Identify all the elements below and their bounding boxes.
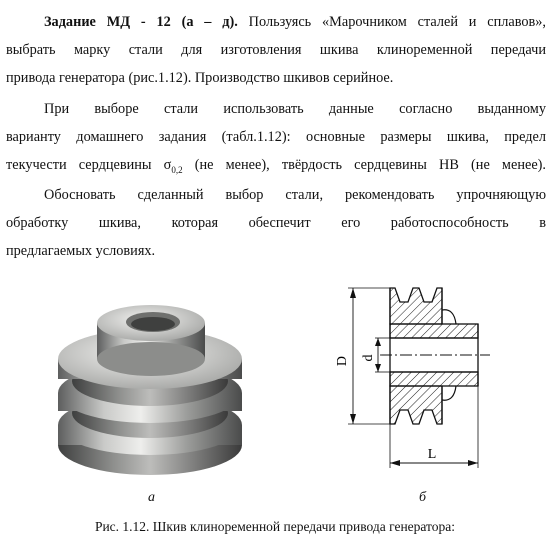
sigma-subscript: 0,2 [171,164,183,175]
task-line-7: Обосновать сделанный выбор стали, рекомендовать упрочняющую [44,187,546,203]
task-line-9: предлагаемых условиях. [6,243,156,259]
task-title: Задание МД - 12 (а – д). [44,14,238,30]
pulley-photo [45,285,260,485]
task-line-3: привода генератора (рис.1.12). Производство шкивов серийное. [6,70,394,86]
dim-d-label: d [361,354,376,362]
dim-L-label: L [427,447,437,462]
task-line-2: выбрать марку стали для изготовления шкива клиноременной передачи [6,42,546,58]
task-line-5: варианту домашнего задания (табл.1.12): основные размеры шкива, предел [6,129,546,145]
task-line-8: обработку шкива, которая обеспечит его работоспособность в [6,215,546,231]
pulley-drawing [320,268,520,478]
figure-label-a: а [148,490,155,505]
task-line-6: текучести сердцевины $\sigma_{0,2}$ (не менее), твёрдость сердцевины HB (не менее). [6,157,546,175]
task-line-4: При выборе стали использовать данные согласно выданному [44,101,546,117]
task-line-1: Задание МД - 12 (а – д). Пользуясь «Марочником сталей и сплавов», [44,14,547,30]
dim-D-label: D [335,355,350,367]
figure-label-b: б [419,490,427,505]
figure-caption: Рис. 1.12. Шкив клиноременной передачи привода генератора: [94,519,456,534]
